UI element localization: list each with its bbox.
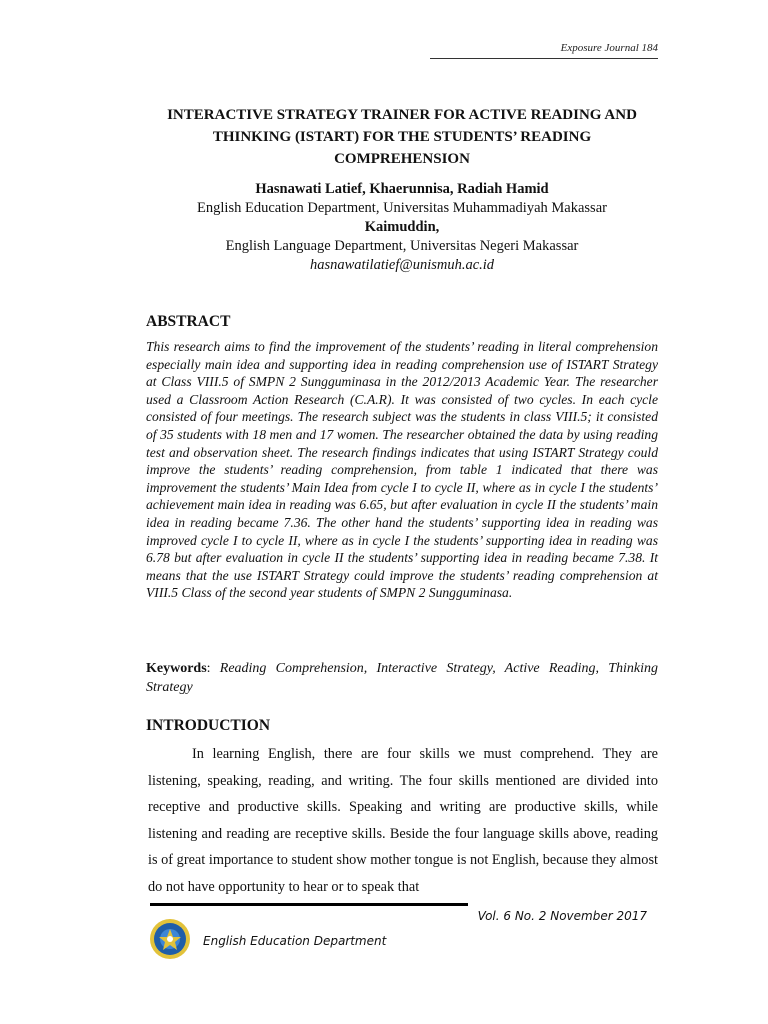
abstract-body: This research aims to find the improvement of the students’ reading in literal comprehension especially main idea and supporting idea in reading comprehension use of ISTART Strategy at Class VIII.5 of SMPN 2 Sungguminasa in the 2012/2013 Academic Year. The researcher used a Classroom Action Research (C.A.R). It was consisted of two cycles. In each cycle consisted of four meetings. The research subject was the students in class VIII.5; it consisted of 35 students with 18 men and 17 women. The researcher obtained the data by using reading test and observation sheet. The research findings indicates that using ISTART Strategy could improve the students’ reading comprehension, from table 1 indicated that there was improvement the students’ Main Idea from cycle I to cycle II, where as in cycle I the students’ achievement main idea in reading was 6.65, but after evaluation in cycle II the students’ main idea in reading became 7.36. The other hand the students’ supporting idea in reading was improved cycle I to cycle II, where as in cycle I the students’ supporting idea in reading was 6.78 but after evaluation in cycle II the students’ supporting idea in reading became 7.38. It means that the use ISTART Strategy could improve the students’ reading comprehension at VIII.5 Class of the second year students of SMPN 2 Sungguminasa. bbox=[146, 339, 658, 601]
title-line-1: INTERACTIVE STRATEGY TRAINER FOR ACTIVE READING AND bbox=[167, 107, 637, 123]
author-names: Hasnawati Latief, Khaerunnisa, Radiah Hamid bbox=[255, 181, 549, 197]
introduction-body: In learning English, there are four skills we must comprehend. They are listening, speaking, reading, and writing. The four skills mentioned are divided into receptive and productive skills. Speaking and writing are productive skills, while listening and reading are receptive skills. Beside the four language skills above, reading is of great importance to student show mother tongue is not English, because they almost do not have opportunity to hear or to speak that bbox=[148, 746, 658, 895]
running-head: Exposure Journal 184 bbox=[560, 42, 658, 54]
keywords-values: Reading Comprehension, Interactive Strategy, Active Reading, Thinking Strategy bbox=[146, 661, 658, 695]
paper-title bbox=[146, 104, 658, 170]
second-author-affiliation: English Language Department, Universitas Negeri Makassar bbox=[225, 238, 579, 254]
introduction-heading: INTRODUCTION bbox=[146, 717, 271, 734]
footer-volume: Vol. 6 No. 2 November 2017 bbox=[477, 909, 647, 923]
footer-department: English Education Department bbox=[203, 934, 387, 948]
footer-rule bbox=[150, 903, 468, 906]
university-seal-icon bbox=[148, 917, 192, 961]
author-email: hasnawatilatief@unismuh.ac.id bbox=[309, 257, 495, 273]
title-line-2: THINKING (ISTART) FOR THE STUDENTS’ READING bbox=[212, 129, 592, 145]
author-affiliation: English Education Department, Universitas Muhammadiyah Makassar bbox=[197, 200, 607, 216]
keywords-separator: : bbox=[206, 661, 220, 676]
seal-dot bbox=[167, 936, 173, 942]
second-author-name: Kaimuddin, bbox=[364, 219, 440, 235]
abstract-heading: ABSTRACT bbox=[146, 313, 231, 330]
author-block bbox=[146, 180, 658, 275]
keywords-line bbox=[146, 659, 658, 697]
header-rule bbox=[430, 58, 658, 59]
keywords-label: Keywords bbox=[146, 661, 207, 676]
title-line-3: COMPREHENSION bbox=[334, 151, 470, 167]
